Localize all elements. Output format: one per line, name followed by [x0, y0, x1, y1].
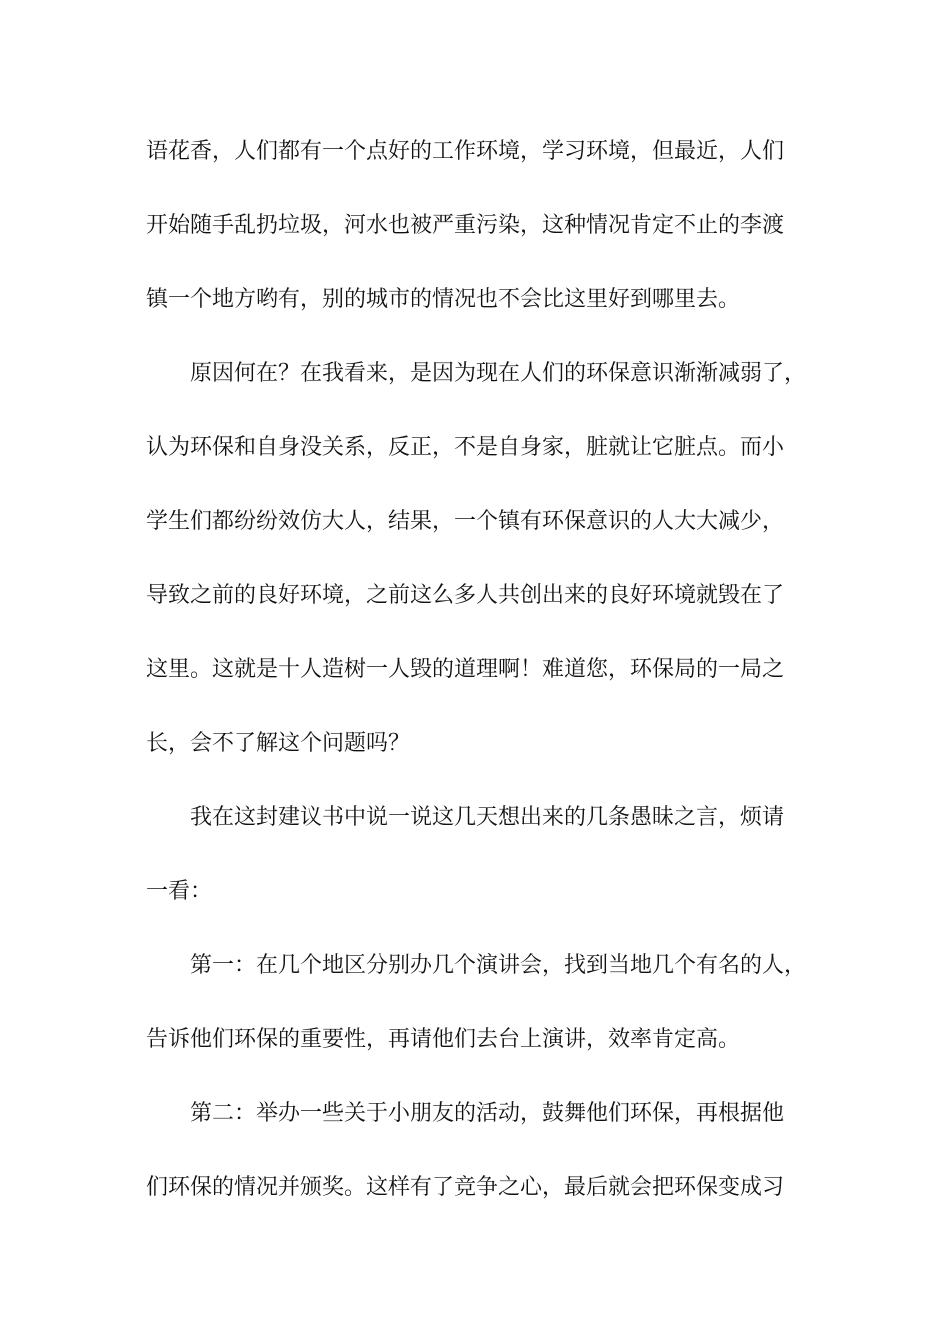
document-body — [146, 130, 826, 1240]
text-line: 学生们都纷纷效仿大人，结果，一个镇有环保意识的人大大减少， — [146, 509, 785, 534]
text-line: 第一：在几个地区分别办几个演讲会，找到当地几个有名的人， — [190, 953, 807, 978]
text-line: 这里。这就是十人造树一人毁的道理啊！难道您，环保局的一局之 — [146, 657, 785, 682]
text-line: 告诉他们环保的重要性，再请他们去台上演讲，效率肯定高。 — [146, 1027, 741, 1052]
text-line: 长，会不了解这个问题吗？ — [146, 731, 411, 756]
text-line: 第二：举办一些关于小朋友的活动，鼓舞他们环保，再根据他 — [190, 1101, 785, 1126]
text-line: 语花香，人们都有一个点好的工作环境，学习环境，但最近，人们 — [146, 139, 785, 164]
text-line: 们环保的情况并颁奖。这样有了竞争之心，最后就会把环保变成习 — [146, 1175, 785, 1200]
text-line: 一看： — [146, 879, 213, 904]
text-line: 我在这封建议书中说一说这几天想出来的几条愚昧之言，烦请 — [190, 805, 785, 830]
text-line: 认为环保和自身没关系，反正，不是自身家，脏就让它脏点。而小 — [146, 435, 785, 460]
text-line: 开始随手乱扔垃圾，河水也被严重污染，这种情况肯定不止的李渡 — [146, 213, 785, 238]
text-line: 导致之前的良好环境，之前这么多人共创出来的良好环境就毁在了 — [146, 583, 785, 608]
text-line: 原因何在？在我看来，是因为现在人们的环保意识渐渐减弱了， — [190, 361, 807, 386]
text-line: 镇一个地方哟有，别的城市的情况也不会比这里好到哪里去。 — [146, 287, 741, 312]
